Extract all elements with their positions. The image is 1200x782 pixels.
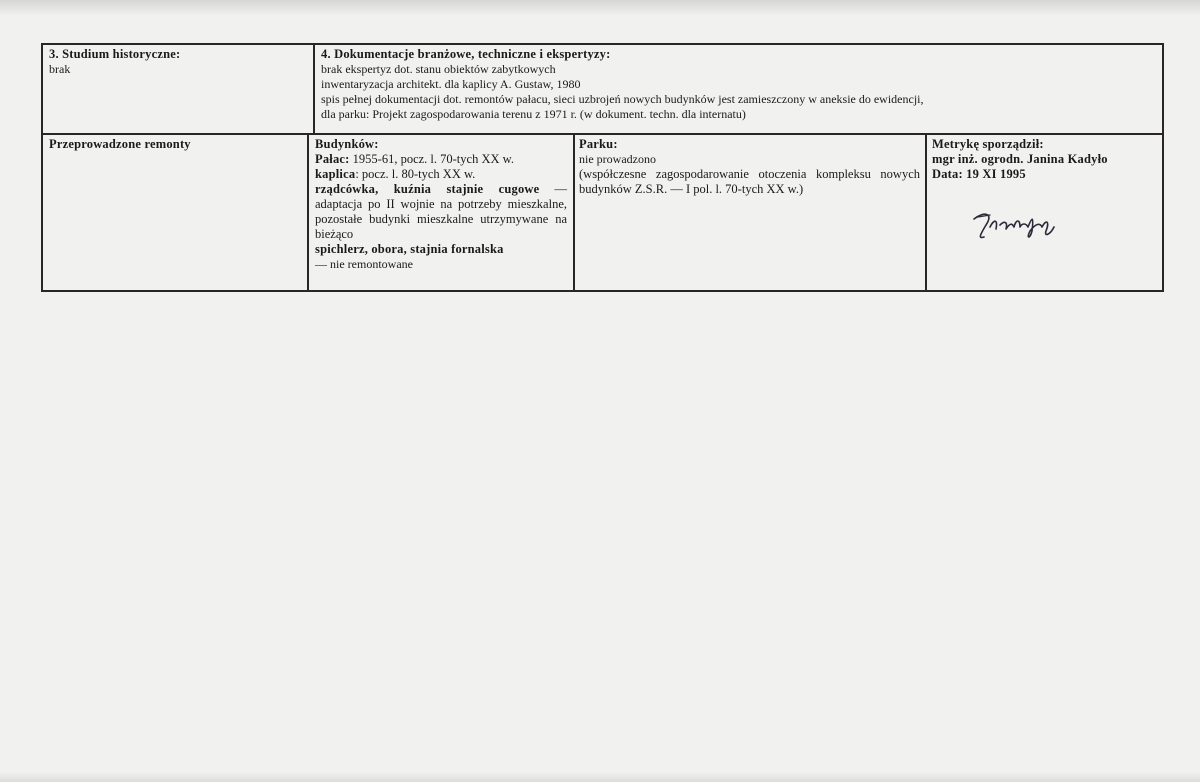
entry-text: — adaptacja po II wojnie na potrzeby mieszkalne, pozostałe budynki mieszkalne utrzymywane na bieżąco <box>315 182 568 241</box>
entry-label: kaplica <box>315 167 356 181</box>
metryka-cell <box>926 135 1164 292</box>
section-heading: 3. Studium historyczne: <box>49 47 181 61</box>
doc-line: spis pełnej dokumentacji dot. remontów pałacu, sieci uzbrojeń nowych budynków jest zamieszczony w aneksie do ewidencji, <box>321 92 924 106</box>
record-table <box>41 43 1164 292</box>
entry-label: rządcówka, kuźnia stajnie cugowe <box>315 182 540 196</box>
section-heading: Parku: <box>579 137 618 151</box>
budynkow-cell <box>309 135 573 292</box>
doc-line: inwentaryzacja architekt. dla kaplicy A. Gustaw, 1980 <box>321 77 581 91</box>
parku-cell <box>573 135 926 292</box>
parku-text: nie prowadzono <box>579 152 656 166</box>
scan-bottom-edge <box>0 772 1200 782</box>
section-heading: 4. Dokumentacje branżowe, techniczne i ekspertyzy: <box>321 47 611 61</box>
dokumentacje-cell <box>315 45 1164 133</box>
palac-entry <box>315 152 567 167</box>
doc-line: brak ekspertyz dot. stanu obiektów zabytkowych <box>321 62 556 76</box>
entry-label: Pałac: <box>315 152 350 166</box>
rzadcowka-entry <box>315 182 567 242</box>
spichlerz-label: spichlerz, obora, stajnia fornalska <box>315 242 504 256</box>
section-heading: Metrykę sporządził: <box>932 137 1044 151</box>
section-heading: Budynków: <box>315 137 379 151</box>
section-text: brak <box>49 62 71 76</box>
author-name: mgr inż. ogrodn. Janina Kadyło <box>932 152 1108 166</box>
scan-top-edge <box>0 0 1200 16</box>
signature <box>970 205 1066 245</box>
kaplica-entry <box>315 167 567 182</box>
section-heading: Przeprowadzone remonty <box>49 137 191 151</box>
parku-text: (współczesne zagospodarowanie otoczenia kompleksu nowych budynków Z.S.R. — I pol. l. 70-tych XX w.) <box>579 167 920 196</box>
doc-line: dla parku: Projekt zagospodarowania terenu z 1971 r. (w dokument. techn. dla internatu) <box>321 107 746 121</box>
studium-historyczne-cell <box>43 45 315 133</box>
entry-text: : pocz. l. 80-tych XX w. <box>355 167 476 181</box>
remonty-cell <box>43 135 309 292</box>
date-value: Data: 19 XI 1995 <box>932 167 1026 181</box>
entry-text: 1955-61, pocz. l. 70-tych XX w. <box>349 152 514 166</box>
spichlerz-text: — nie remontowane <box>315 257 413 271</box>
